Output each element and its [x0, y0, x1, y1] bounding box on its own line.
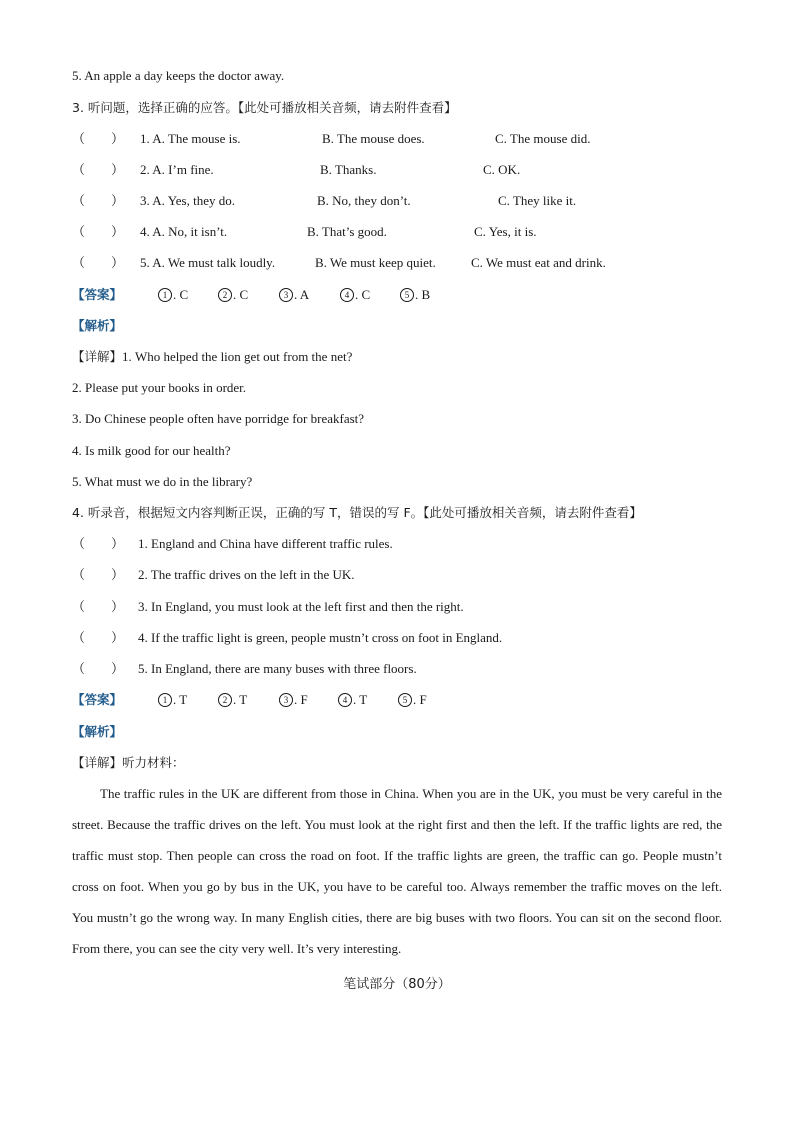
option-b: B. Thanks. — [320, 162, 377, 177]
detail-label: 听力材料： — [122, 755, 185, 770]
statement-text: 5. In England, there are many buses with three floors. — [138, 661, 417, 676]
answer-value: . T — [173, 692, 188, 707]
answer-item — [400, 286, 430, 304]
answer-blank: （ ） — [72, 131, 125, 146]
answer-blank: （ ） — [72, 536, 125, 551]
answer-blank: （ ） — [72, 255, 125, 270]
option-b: B. We must keep quiet. — [315, 255, 436, 270]
detail-line-5: 5. What must we do in the library? — [72, 474, 253, 489]
statement-text: 3. In England, you must look at the left first and then the right. — [138, 599, 464, 614]
detail-line-1 — [72, 348, 352, 366]
section4-heading: 4. 听录音，根据短文内容判断正误，正确的写 T，错误的写 F。【此处可播放相关音频，请去附件查看】 — [72, 505, 642, 520]
statement-text: 2. The traffic drives on the left in the UK. — [138, 567, 355, 582]
answer-value: . C — [233, 287, 249, 302]
answer-item — [218, 286, 248, 304]
answer-value: . C — [173, 287, 189, 302]
statement-text: 1. England and China have different traffic rules. — [138, 536, 393, 551]
circled-number: 2 — [218, 693, 232, 707]
answer-value: . T — [233, 692, 248, 707]
section4-question-1 — [72, 535, 393, 553]
option-c: C. They like it. — [498, 193, 577, 208]
detail-line-3: 3. Do Chinese people often have porridge for breakfast? — [72, 411, 365, 426]
circled-number: 5 — [398, 693, 412, 707]
detail-line-4: 4. Is milk good for our health? — [72, 443, 231, 458]
detail-tag: 【详解】 — [72, 349, 123, 364]
section3-question-3 — [72, 192, 138, 210]
circled-number: 1 — [158, 693, 172, 707]
answer-value: . F — [294, 692, 308, 707]
circled-number: 3 — [279, 288, 293, 302]
answer-blank: （ ） — [72, 193, 125, 208]
option-c: C. The mouse did. — [495, 131, 591, 146]
answer-value: . F — [413, 692, 427, 707]
section4-question-5 — [72, 660, 417, 678]
section4-question-4 — [72, 629, 502, 647]
answer-blank: （ ） — [72, 630, 125, 645]
detail-text: 1. Who helped the lion get out from the net? — [122, 349, 353, 364]
detail-header — [72, 754, 185, 772]
circled-number: 2 — [218, 288, 232, 302]
option-a: 5. A. We must talk loudly. — [140, 255, 276, 270]
circled-number: 1 — [158, 288, 172, 302]
intro-line: 5. An apple a day keeps the doctor away. — [72, 68, 285, 83]
answer-tag: 【答案】 — [72, 287, 123, 302]
statement-text: 4. If the traffic light is green, people mustn’t cross on foot in England. — [138, 630, 503, 645]
answer-blank: （ ） — [72, 567, 125, 582]
answer-blank: （ ） — [72, 661, 125, 676]
answer-value: . A — [294, 287, 310, 302]
answer-value: . C — [355, 287, 371, 302]
option-b: B. That’s good. — [307, 224, 387, 239]
answer-value: . B — [415, 287, 431, 302]
option-a: 3. A. Yes, they do. — [140, 193, 235, 208]
option-a: 2. A. I’m fine. — [140, 162, 214, 177]
option-b: B. The mouse does. — [322, 131, 425, 146]
detail-tag: 【详解】 — [72, 755, 123, 770]
answer-item — [158, 286, 188, 304]
circled-number: 4 — [340, 288, 354, 302]
option-a: 4. A. No, it isn’t. — [140, 224, 228, 239]
detail-line-2: 2. Please put your books in order. — [72, 380, 247, 395]
answer-item — [338, 691, 367, 709]
answer-item — [398, 691, 427, 709]
written-section-title: 笔试部分（80分） — [343, 977, 451, 992]
section3-heading: 3. 听问题，选择正确的应答。【此处可播放相关音频，请去附件查看】 — [72, 100, 457, 115]
section3-question-4 — [72, 223, 138, 241]
answer-item — [218, 691, 247, 709]
section4-question-2 — [72, 566, 355, 584]
listening-passage — [72, 778, 722, 964]
circled-number: 5 — [400, 288, 414, 302]
analysis-tag: 【解析】 — [72, 318, 123, 333]
analysis-tag: 【解析】 — [72, 724, 123, 739]
option-a: 1. A. The mouse is. — [140, 131, 241, 146]
section4-question-3 — [72, 598, 464, 616]
option-c: C. OK. — [483, 162, 521, 177]
answer-blank: （ ） — [72, 224, 125, 239]
answer-item — [279, 691, 308, 709]
answer-blank: （ ） — [72, 162, 125, 177]
answer-tag: 【答案】 — [72, 692, 123, 707]
circled-number: 4 — [338, 693, 352, 707]
option-c: C. Yes, it is. — [474, 224, 537, 239]
section3-question-1 — [72, 130, 138, 148]
section3-question-2 — [72, 161, 138, 179]
circled-number: 3 — [279, 693, 293, 707]
answer-item — [340, 286, 370, 304]
option-b: B. No, they don’t. — [317, 193, 411, 208]
option-c: C. We must eat and drink. — [471, 255, 606, 270]
answer-blank: （ ） — [72, 599, 125, 614]
section3-question-5 — [72, 254, 138, 272]
answer-item — [158, 691, 187, 709]
answer-item — [279, 286, 309, 304]
passage-text: The traffic rules in the UK are different from those in China. When you are in the UK, you must be very careful in the street. Because the traffic drives on the left. You must look at the right first and then the left. If the traffic lights are red, the traffic must stop. Then people can cross the road on foot. If the traffic lights are green, the traffic can go. People mustn’t cross on foot. When you go by bus in the UK, you have to be careful too. Always remember the traffic moves on the left. You mustn’t go the wrong way. In many English cities, there are big buses with two floors. You can sit on the second floor. From there, you can see the city very well. It’s very interesting. — [72, 786, 722, 956]
answer-value: . T — [353, 692, 368, 707]
